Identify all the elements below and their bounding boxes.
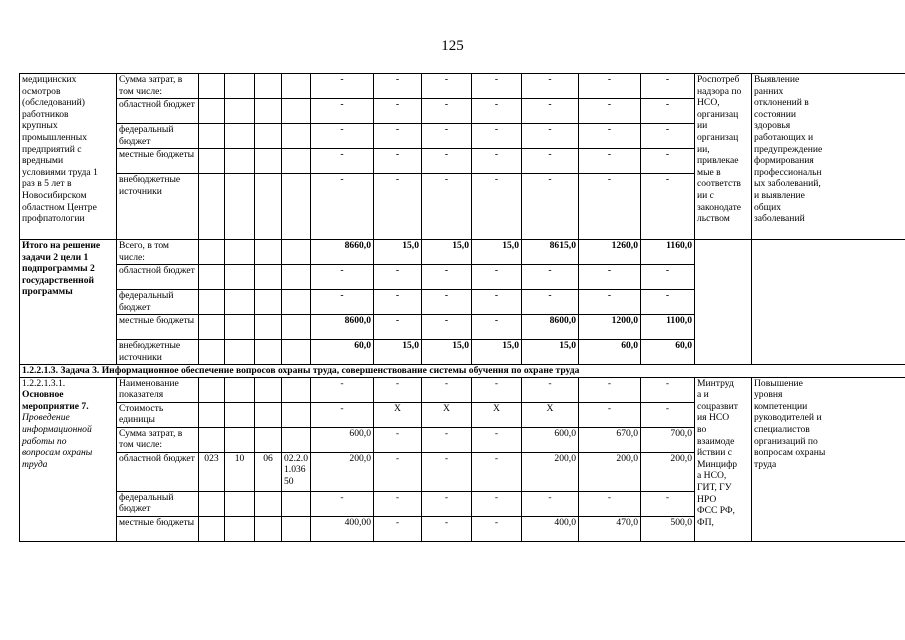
activity-description-line: вопросам охраны — [22, 447, 93, 459]
cell-line: ии, — [697, 143, 710, 155]
executor-cell — [695, 377, 752, 541]
value-cell: - — [579, 377, 641, 402]
cell-line: а и — [697, 389, 709, 401]
value-cell: - — [422, 315, 472, 340]
value-cell: - — [472, 74, 522, 99]
value-cell: - — [522, 124, 579, 149]
cell-line: предприятий с — [22, 143, 82, 155]
code-cell — [199, 74, 225, 99]
cell-line: состоянии — [754, 108, 797, 120]
value-cell: - — [641, 265, 695, 290]
value-cell: - — [422, 265, 472, 290]
cell-line: работников — [22, 108, 69, 120]
cell-line: (обследований) — [22, 97, 85, 109]
value-cell: - — [311, 491, 374, 516]
cell-line: профпатологии — [22, 213, 85, 225]
value-cell: - — [641, 124, 695, 149]
cell-line: ФП, — [697, 516, 714, 528]
cell-line: Выявление — [754, 74, 800, 85]
code-cell — [255, 315, 282, 340]
cell-line: соцразвит — [697, 400, 738, 412]
cell-line: работающих и — [754, 131, 814, 143]
value-cell: - — [311, 377, 374, 402]
value-cell: 15,0 — [374, 340, 422, 365]
cell-line: заболеваний — [754, 213, 805, 225]
value-cell: 400,0 — [522, 516, 579, 541]
cell-line: компетенции — [754, 400, 808, 412]
value-cell: - — [522, 377, 579, 402]
cell-line: промышленных — [22, 131, 88, 143]
code-cell — [225, 340, 255, 365]
value-cell: 60,0 — [311, 340, 374, 365]
cell-line: Итого на решение — [22, 240, 101, 251]
code-cell — [255, 240, 282, 265]
value-cell: - — [579, 149, 641, 174]
code-cell — [225, 99, 255, 124]
source-label-cell: областной бюджет — [117, 99, 199, 124]
value-cell: 700,0 — [641, 427, 695, 452]
value-cell: - — [472, 124, 522, 149]
code-cell — [282, 265, 311, 290]
source-label-cell: местные бюджеты — [117, 516, 199, 541]
value-cell: - — [579, 265, 641, 290]
value-cell: 600,0 — [522, 427, 579, 452]
code-cell — [225, 124, 255, 149]
code-cell — [225, 149, 255, 174]
code-cell — [199, 149, 225, 174]
section-title: 1.2.2.1.3. Задача 3. Информационное обеспечение вопросов охраны труда, совершенствование системы обучения по охране труда — [20, 365, 905, 378]
source-label-cell: областной бюджет — [117, 265, 199, 290]
value-cell: - — [641, 377, 695, 402]
code-cell — [199, 240, 225, 265]
cell-line: профессиональн — [754, 166, 822, 178]
value-cell: - — [472, 377, 522, 402]
source-label-cell: местные бюджеты — [117, 149, 199, 174]
code-cell — [255, 265, 282, 290]
result-cell — [752, 74, 905, 240]
value-cell: 500,0 — [641, 516, 695, 541]
source-label-cell: Сумма затрат, в том числе: — [117, 74, 199, 99]
cell-line: льством — [697, 213, 730, 225]
value-cell: - — [472, 265, 522, 290]
activity-description-line: труда — [22, 458, 48, 470]
value-cell: - — [311, 99, 374, 124]
cell-line: во — [697, 423, 707, 435]
cell-line: труда — [754, 458, 777, 470]
code-cell — [255, 340, 282, 365]
code-cell — [255, 402, 282, 427]
cell-line: организаций по — [754, 435, 818, 447]
code-cell — [199, 402, 225, 427]
cell-line: раз в 5 лет в — [22, 178, 72, 190]
table-body — [20, 74, 905, 542]
code-cell — [282, 174, 311, 240]
value-cell: - — [311, 174, 374, 240]
value-cell: 15,0 — [422, 240, 472, 265]
value-cell: 15,0 — [472, 240, 522, 265]
value-cell: - — [522, 491, 579, 516]
value-cell: 200,0 — [641, 452, 695, 491]
value-cell: - — [422, 427, 472, 452]
activity-description-line: Проведение — [22, 412, 70, 424]
value-cell: - — [311, 402, 374, 427]
value-cell: - — [472, 149, 522, 174]
value-cell: X — [472, 402, 522, 427]
code-cell — [255, 124, 282, 149]
cell-line: взаимоде — [697, 435, 735, 447]
code-cell — [225, 315, 255, 340]
value-cell: - — [374, 377, 422, 402]
value-cell: - — [311, 124, 374, 149]
code-cell — [255, 290, 282, 315]
cell-line: здоровья — [754, 120, 791, 132]
cell-line: йствии с — [697, 447, 733, 459]
cell-line: общих — [754, 201, 781, 213]
code-cell — [225, 402, 255, 427]
executor-cell — [695, 74, 752, 240]
source-label-cell: областной бюджет — [117, 452, 199, 491]
source-label-cell: внебюджетные источники — [117, 174, 199, 240]
result-cell — [752, 240, 905, 365]
code-cell — [255, 377, 282, 402]
value-cell: - — [422, 377, 472, 402]
value-cell: - — [422, 491, 472, 516]
source-label-cell: Сумма затрат, в том числе: — [117, 427, 199, 452]
source-label-cell: федеральный бюджет — [117, 491, 199, 516]
code-cell — [199, 516, 225, 541]
value-cell: - — [522, 149, 579, 174]
program-table — [19, 73, 905, 542]
code-cell — [199, 427, 225, 452]
value-cell: - — [422, 149, 472, 174]
value-cell: - — [641, 402, 695, 427]
value-cell: X — [522, 402, 579, 427]
value-cell: - — [422, 452, 472, 491]
block3-row — [20, 377, 905, 402]
source-label-cell: Наименование показателя — [117, 377, 199, 402]
value-cell: - — [374, 315, 422, 340]
value-cell: - — [374, 427, 422, 452]
value-cell: - — [374, 265, 422, 290]
cell-line: ых заболеваний, — [754, 178, 821, 190]
value-cell: - — [472, 99, 522, 124]
value-cell: X — [422, 402, 472, 427]
value-cell: - — [472, 491, 522, 516]
value-cell: - — [422, 124, 472, 149]
value-cell: - — [374, 290, 422, 315]
code-cell — [255, 427, 282, 452]
source-label-cell: федеральный бюджет — [117, 124, 199, 149]
cell-line: соответств — [697, 178, 741, 190]
code-cell — [255, 149, 282, 174]
cell-line: областном Центре — [22, 201, 97, 213]
value-cell: - — [579, 491, 641, 516]
code-cell — [199, 491, 225, 516]
code-cell — [282, 427, 311, 452]
value-cell: 1260,0 — [579, 240, 641, 265]
value-cell: - — [641, 149, 695, 174]
cell-line: Повышение — [754, 377, 803, 389]
value-cell: - — [641, 491, 695, 516]
source-label-cell: федеральный бюджет — [117, 290, 199, 315]
code-cell — [282, 402, 311, 427]
block2-row — [20, 240, 905, 265]
source-label-cell: внебюджетные источники — [117, 340, 199, 365]
code-cell — [199, 315, 225, 340]
activity-code: 1.2.2.1.3.1. — [22, 377, 66, 389]
value-cell: - — [641, 99, 695, 124]
activity-description-line: работы по — [22, 435, 67, 447]
code-cell: 06 — [255, 452, 282, 491]
value-cell: - — [311, 149, 374, 174]
value-cell: 470,0 — [579, 516, 641, 541]
cell-line: крупных — [22, 120, 58, 132]
value-cell: - — [641, 74, 695, 99]
value-cell: 8615,0 — [522, 240, 579, 265]
code-cell — [282, 377, 311, 402]
cell-line: ГИТ, ГУ — [697, 481, 732, 493]
cell-line: руководителей и — [754, 412, 822, 424]
value-cell: 8600,0 — [522, 315, 579, 340]
cell-line: Минтруд — [697, 377, 734, 389]
value-cell: - — [374, 174, 422, 240]
value-cell: - — [374, 149, 422, 174]
value-cell: - — [522, 174, 579, 240]
code-cell — [282, 149, 311, 174]
value-cell: - — [522, 99, 579, 124]
code-cell: 023 — [199, 452, 225, 491]
code-cell — [255, 516, 282, 541]
cell-line: надзора по — [697, 85, 742, 97]
value-cell: 15,0 — [374, 240, 422, 265]
value-cell: 8660,0 — [311, 240, 374, 265]
block1-row — [20, 74, 905, 99]
cell-line: Новосибирском — [22, 189, 87, 201]
cell-line: отклонений в — [754, 97, 809, 109]
cell-line: Роспотреб — [697, 74, 740, 85]
cell-line: государственной — [22, 274, 95, 286]
cell-line: предупреждение — [754, 143, 823, 155]
value-cell: 60,0 — [579, 340, 641, 365]
value-cell: - — [472, 427, 522, 452]
code-cell — [282, 290, 311, 315]
value-cell: 8600,0 — [311, 315, 374, 340]
value-cell: 15,0 — [422, 340, 472, 365]
value-cell: - — [472, 290, 522, 315]
value-cell: 15,0 — [472, 340, 522, 365]
code-cell — [199, 377, 225, 402]
cell-line: ия НСО — [697, 412, 730, 424]
value-cell: 200,0 — [579, 452, 641, 491]
cell-line: формирования — [754, 155, 814, 167]
cell-line: ранних — [754, 85, 784, 97]
code-cell — [199, 290, 225, 315]
value-cell: - — [522, 290, 579, 315]
value-cell: - — [422, 290, 472, 315]
value-cell: - — [374, 516, 422, 541]
value-cell: - — [311, 290, 374, 315]
cell-line: медицинских — [22, 74, 77, 85]
value-cell: - — [641, 290, 695, 315]
code-cell — [255, 174, 282, 240]
value-cell: - — [422, 99, 472, 124]
value-cell: 15,0 — [522, 340, 579, 365]
code-cell — [282, 124, 311, 149]
value-cell: 670,0 — [579, 427, 641, 452]
value-cell: - — [579, 124, 641, 149]
value-cell: - — [472, 516, 522, 541]
value-cell: 60,0 — [641, 340, 695, 365]
executor-cell — [695, 240, 752, 365]
value-cell: - — [641, 174, 695, 240]
cell-line: организац — [697, 108, 739, 120]
code-cell: 02.2.01.03650 — [282, 452, 311, 491]
value-cell: - — [311, 265, 374, 290]
cell-line: осмотров — [22, 85, 61, 97]
value-cell: X — [374, 402, 422, 427]
code-cell: 10 — [225, 452, 255, 491]
cell-line: уровня — [754, 389, 783, 401]
value-cell: - — [422, 174, 472, 240]
value-cell: - — [579, 290, 641, 315]
code-cell — [282, 516, 311, 541]
value-cell: 600,0 — [311, 427, 374, 452]
value-cell: 1100,0 — [641, 315, 695, 340]
value-cell: - — [522, 265, 579, 290]
code-cell — [282, 340, 311, 365]
code-cell — [225, 377, 255, 402]
cell-line: Минцифр — [697, 458, 738, 470]
code-cell — [225, 491, 255, 516]
cell-line: ии с — [697, 189, 714, 201]
code-cell — [199, 99, 225, 124]
code-cell — [255, 74, 282, 99]
page-number: 125 — [441, 38, 464, 54]
code-cell — [225, 240, 255, 265]
section-row — [20, 365, 905, 378]
activity-name-cell — [20, 377, 117, 541]
cell-line: законодате — [697, 201, 742, 213]
activity-name-cell — [20, 74, 117, 240]
cell-line: организац — [697, 131, 739, 143]
cell-line: программы — [22, 286, 73, 298]
cell-line: вредными — [22, 155, 64, 167]
cell-line: мые в — [697, 166, 721, 178]
value-cell: - — [472, 174, 522, 240]
code-cell — [255, 99, 282, 124]
code-cell — [225, 290, 255, 315]
cell-line: ФСС РФ, — [697, 505, 735, 517]
code-cell — [282, 74, 311, 99]
value-cell: 200,0 — [522, 452, 579, 491]
value-cell: - — [374, 124, 422, 149]
source-label-cell: местные бюджеты — [117, 315, 199, 340]
code-cell — [225, 74, 255, 99]
value-cell: - — [579, 74, 641, 99]
code-cell — [255, 491, 282, 516]
cell-line: ии — [697, 120, 708, 132]
code-cell — [199, 124, 225, 149]
value-cell: - — [579, 402, 641, 427]
cell-line: и выявление — [754, 189, 805, 201]
value-cell: 1200,0 — [579, 315, 641, 340]
code-cell — [282, 99, 311, 124]
value-cell: - — [374, 452, 422, 491]
code-cell — [199, 265, 225, 290]
code-cell — [225, 427, 255, 452]
cell-line: подпрограммы 2 — [22, 263, 95, 275]
source-label-cell: Всего, в том числе: — [117, 240, 199, 265]
code-cell — [282, 491, 311, 516]
code-cell — [282, 315, 311, 340]
result-cell — [752, 377, 905, 541]
value-cell: - — [472, 315, 522, 340]
value-cell: 400,00 — [311, 516, 374, 541]
value-cell: - — [579, 99, 641, 124]
cell-line: вопросам охраны — [754, 447, 826, 459]
value-cell: - — [422, 74, 472, 99]
value-cell: - — [311, 74, 374, 99]
code-cell — [225, 516, 255, 541]
value-cell: 1160,0 — [641, 240, 695, 265]
cell-line: привлекае — [697, 155, 739, 167]
code-cell — [199, 340, 225, 365]
value-cell: - — [422, 516, 472, 541]
activity-title: Основное мероприятие 7. — [22, 389, 89, 412]
total-name-cell — [20, 240, 117, 365]
value-cell: - — [374, 99, 422, 124]
value-cell: 200,0 — [311, 452, 374, 491]
code-cell — [225, 174, 255, 240]
code-cell — [282, 240, 311, 265]
value-cell: - — [579, 174, 641, 240]
value-cell: - — [522, 74, 579, 99]
activity-description-line: информационной — [22, 423, 92, 435]
value-cell: - — [472, 452, 522, 491]
value-cell: - — [374, 74, 422, 99]
source-label-cell: Стоимость единицы — [117, 402, 199, 427]
cell-line: условиями труда 1 — [22, 166, 98, 178]
cell-line: а НСО, — [697, 470, 727, 482]
cell-line: задачи 2 цели 1 — [22, 251, 89, 263]
value-cell: - — [374, 491, 422, 516]
cell-line: НРО — [697, 493, 717, 505]
code-cell — [199, 174, 225, 240]
cell-line: НСО, — [697, 97, 720, 109]
code-cell — [225, 265, 255, 290]
cell-line: специалистов — [754, 423, 810, 435]
